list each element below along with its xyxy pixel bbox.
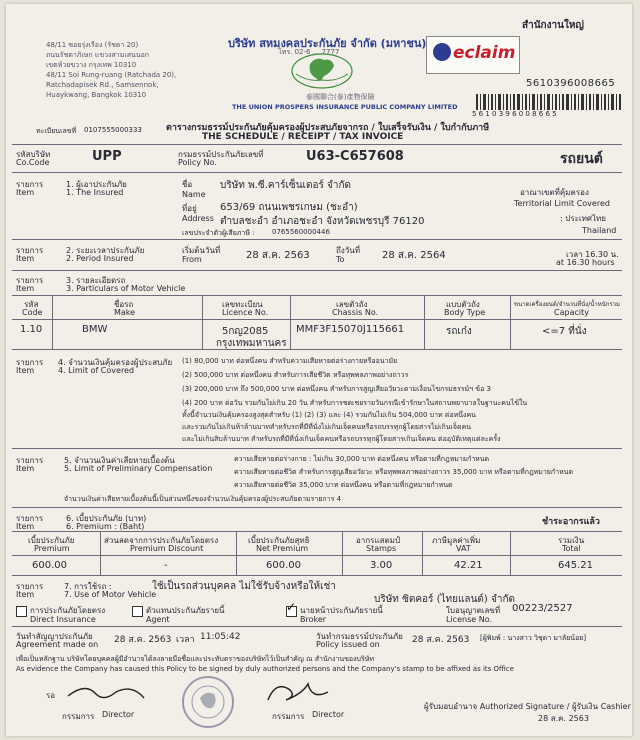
divider <box>12 507 622 508</box>
limit-line: (4) 200 บาท ต่อวัน รวมกันไม่เกิน 20 วัน สำหรับการชดเชยรายวันกรณีเข้ารักษาในสถานพยาบาลในฐานะคนไข้ใน <box>182 399 528 407</box>
address-label-en: Address <box>182 214 214 223</box>
use-value: ใช้เป็นรถส่วนบุคคล ไม่ใช้รับจ้างหรือให้เช่า <box>152 581 336 592</box>
agreement-time-label: เวลา <box>176 635 195 645</box>
barcode-icon <box>476 94 622 110</box>
name-label-en: Name <box>182 190 206 199</box>
insured-heading-th: 1. ผู้เอาประกันภัย <box>66 180 127 189</box>
item-label-en: Item <box>16 590 35 599</box>
prelim-line: ความเสียหายต่อร่างกาย : ไม่เกิน 30,000 บาท ต่อหนึ่งคน หรือตามที่กฎหมายกำหนด <box>234 455 490 463</box>
vehicle-chassis: MMF3F15070J115661 <box>296 324 405 335</box>
col-licence-en: Licence No. <box>222 308 269 317</box>
limit-line: และรวมกันไม่เกินห้าล้านบาทสำหรับรถที่มีที่นั่งไม่เกินเจ็ดคนหรือรถบรรทุกผู้โดยสารไม่เกินเจ็ดคน <box>182 423 472 431</box>
to-label-th: ถึงวันที่ <box>336 246 360 255</box>
policy-document <box>6 4 632 736</box>
item-label-en: Item <box>16 254 35 263</box>
policy-no-value: U63-C657608 <box>306 149 404 164</box>
col-premium-th: เบี้ยประกันภัย <box>28 536 75 545</box>
authorized-signature-label: ผู้รับมอบอำนาจ Authorized Signature / ผู้รับเงิน Cashier <box>424 702 631 711</box>
table-border <box>12 531 622 532</box>
table-border <box>236 531 237 575</box>
col-total-th: รวมเงิน <box>558 536 585 545</box>
divider <box>12 144 622 145</box>
issued-date: 28 ส.ค. 2563 <box>412 635 470 645</box>
item-label-en: Item <box>16 366 35 375</box>
issued-label-en: Policy issued on <box>316 640 380 649</box>
prelim-line: ความเสียหายต่อชีวิต 35,000 บาท ต่อหนึ่งคน หรือตามที่กฎหมายกำหนด <box>234 481 453 489</box>
vehicle-capacity: <=7 ที่นั่ง <box>542 326 587 337</box>
table-border <box>12 349 622 350</box>
discount-value: - <box>164 560 168 571</box>
barcode-number: 5610396008665 <box>526 78 616 89</box>
direct-insurance-label-en: Direct Insurance <box>30 615 96 624</box>
company-name-th: บริษัท สหมงคลประกันภัย จำกัด (มหาชน) <box>228 37 427 50</box>
address-th-line1: 48/11 ซอยรุ่งเรือง (รัชดา 20) <box>46 41 139 49</box>
net-premium-value: 600.00 <box>266 560 301 571</box>
director2-label-th: กรรมการ <box>272 712 305 721</box>
address-th-line3: เขตห้วยขวาง กรุงเทพ 10310 <box>46 61 137 69</box>
policy-no-label-en: Policy No. <box>178 158 217 167</box>
name-label-th: ชื่อ <box>182 180 193 189</box>
prelim-heading-en: 5. Limit of Preliminary Compensation <box>64 464 213 473</box>
col-net-en: Net Premium <box>256 544 309 553</box>
time-en: at 16.30 hours <box>556 258 615 267</box>
total-value: 645.21 <box>558 560 593 571</box>
issuer-name: [ผู้พิมพ์ : นางสาว วิชุดา มาลัยน้อย] <box>480 634 587 642</box>
vehicle-body: รถเก๋ง <box>446 326 472 337</box>
broker-label-th: นายหน้าประกันภัยรายนี้ <box>300 606 383 615</box>
territory-country-th: : ประเทศไทย <box>560 214 606 223</box>
limit-line: (3) 200,000 บาท ถึง 500,000 บาท ต่อหนึ่งคน สำหรับการสูญเสียอวัยวะตามเงื่อนไขกรมธรรม์ฯ ข้อ 3 <box>182 385 491 393</box>
prelim-note: จำนวนเงินค่าเสียหายเบื้องต้นนี้เป็นส่วนหนึ่งของจำนวนเงินคุ้มครองผู้ประสบภัยตามรายการ 4 <box>64 495 342 503</box>
divider <box>12 270 622 271</box>
col-net-th: เบี้ยประกันภัยสุทธิ <box>248 536 310 545</box>
company-name-cn: 泰國聯合(泰)產物保險 <box>306 93 375 101</box>
vat-value: 42.21 <box>454 560 483 571</box>
co-code-label-th: รหัสบริษัท <box>16 150 51 159</box>
company-logo-icon <box>290 52 354 90</box>
address-label-th: ที่อยู่ <box>182 204 197 213</box>
territory-country-en: Thailand <box>582 226 617 235</box>
col-discount-th: ส่วนลดจากการประกันภัยโดยตรง <box>104 536 219 545</box>
table-border <box>12 295 622 296</box>
license-label-th: ใบอนุญาตเลขที่ <box>446 606 501 615</box>
divider <box>12 239 622 240</box>
limit-line: (1) 80,000 บาท ต่อหนึ่งคน สำหรับความเสียหายต่อร่างกายหรืออนามัย <box>182 357 398 365</box>
from-label-en: From <box>182 255 202 264</box>
director2-signature-icon <box>256 674 346 708</box>
insured-address-line2: ตำบลชะอำ อำเภอชะอำ จังหวัดเพชรบุรี 76120 <box>220 216 425 227</box>
table-border <box>100 531 101 575</box>
broker-name: บริษัท ซิตคอร์ (ไทยแลนด์) จำกัด <box>374 594 515 605</box>
period-heading-en: 2. Period Insured <box>66 254 134 263</box>
item-label-th: รายการ <box>16 456 44 465</box>
company-seal-icon <box>182 676 234 728</box>
col-vat-en: VAT <box>456 544 471 553</box>
company-name-en: THE UNION PROSPERS INSURANCE PUBLIC COMPANY LIMITED <box>232 103 458 111</box>
table-border <box>12 319 622 320</box>
address-en-line3: Huaykwang, Bangkok 10310 <box>46 91 147 99</box>
limit-line: และไม่เกินสิบล้านบาท สำหรับรถที่มีที่นั่งเกินเจ็ดคนหรือรถบรรทุกผู้โดยสารเกินเจ็ดคน ต่ออุบัติเหตุแต่ละครั้ง <box>182 435 501 443</box>
limit-heading-en: 4. Limit of Covered <box>58 366 135 375</box>
table-border <box>510 531 511 575</box>
table-border <box>12 575 622 576</box>
signature-date: 28 ส.ค. 2563 <box>538 714 589 723</box>
direct-insurance-label-th: การประกันภัยโดยตรง <box>30 606 106 615</box>
eclaim-text: eclaim <box>453 43 516 63</box>
direct-insurance-checkbox[interactable] <box>16 606 27 617</box>
stamps-value: 3.00 <box>370 560 393 571</box>
evidence-th: เพื่อเป็นหลักฐาน บริษัทโดยบุคคลผู้มีอำนาจได้ลงลายมือชื่อและประทับตราของบริษัทไว้เป็นสำคัญ ณ สำนักงานของบริษัท <box>16 655 374 663</box>
agreement-date: 28 ส.ค. 2563 <box>114 635 172 645</box>
duty-paid-stamp: ชำระอากรแล้ว <box>542 517 600 527</box>
table-border <box>422 531 423 575</box>
policy-no-label-th: กรมธรรม์ประกันภัยเลขที่ <box>178 150 264 159</box>
policy-type: รถยนต์ <box>560 151 603 167</box>
territory-label-th: อาณาเขตที่คุ้มครอง <box>520 188 589 197</box>
col-chassis-th: เลขตัวถัง <box>336 300 368 309</box>
license-number: 00223/2527 <box>512 603 573 614</box>
col-stamps-en: Stamps <box>366 544 397 553</box>
co-code-label-en: Co.Code <box>16 158 50 167</box>
table-border <box>290 295 291 349</box>
premium-heading-th: 6. เบี้ยประกันภัย (บาท) <box>66 514 147 523</box>
use-heading-th: 7. การใช้รถ : <box>64 582 112 591</box>
agreement-label-en: Agreement made on <box>16 640 99 649</box>
to-label-en: To <box>336 255 345 264</box>
agreement-time: 11:05:42 <box>200 632 241 642</box>
item-label-en: Item <box>16 284 35 293</box>
title-en: THE SCHEDULE / RECEIPT / TAX INVOICE <box>202 132 404 142</box>
item-label-en: Item <box>16 464 35 473</box>
divider <box>12 172 622 173</box>
co-code-value: UPP <box>92 149 122 164</box>
col-premium-en: Premium <box>34 544 70 553</box>
table-border <box>342 531 343 575</box>
item-label-th: รายการ <box>16 276 44 285</box>
vehicle-code: 1.10 <box>20 324 43 335</box>
item-label-th: รายการ <box>16 514 44 523</box>
agreement-label-th: วันทำสัญญาประกันภัย <box>16 632 93 641</box>
divider <box>12 626 622 627</box>
premium-heading-en: 6. Premium : (Baht) <box>66 522 145 531</box>
director2-label-en: Director <box>312 710 345 719</box>
address-en-line2: Ratchadapisek Rd., Samsennok, <box>46 81 159 89</box>
col-discount-en: Premium Discount <box>130 544 204 553</box>
col-capacity-th: ขนาดเครื่องยนต์/จำนวนที่นั่ง/น้ำหนักรวม <box>514 301 620 308</box>
insured-address-line1: 653/69 ถนนเพชรเกษม (ชะอำ) <box>220 202 358 213</box>
issued-label-th: วันทำกรมธรรม์ประกันภัย <box>316 632 403 641</box>
agent-label-en: Agent <box>146 615 170 624</box>
insured-name: บริษัท พ.ซี.คาร์เซ็นเตอร์ จำกัด <box>220 180 352 191</box>
col-code-en: Code <box>22 308 43 317</box>
agent-label-th: ตัวแทนประกันภัยรายนี้ <box>146 606 225 615</box>
time-th: เวลา 16.30 น. <box>566 250 619 259</box>
use-heading-en: 7. Use of Motor Vehicle <box>64 590 157 599</box>
address-en-line1: 48/11 Soi Rung-ruang (Ratchada 20), <box>46 71 177 79</box>
item-label-th: รายการ <box>16 246 44 255</box>
to-date: 28 ส.ค. 2564 <box>382 250 446 261</box>
vehicle-make: BMW <box>82 324 108 335</box>
item-label-th: รายการ <box>16 582 44 591</box>
col-stamps-th: อากรแสตมป์ <box>356 536 401 545</box>
taxpayer-id: 0765560000446 <box>272 228 330 236</box>
col-body-th: แบบตัวถัง <box>446 300 480 309</box>
director1-label-th: กรรมการ <box>62 712 95 721</box>
table-border <box>52 295 53 349</box>
limit-line: (2) 500,000 บาท ต่อหนึ่งคน สำหรับการเสียชีวิต หรือทุพพลภาพอย่างถาวร <box>182 371 409 379</box>
company-phone: โทร. 02-6 ... 7777 <box>278 48 340 56</box>
barcode-small-number: 5 6 1 0 3 9 6 0 0 8 6 6 5 <box>472 110 557 118</box>
vehicle-licence-line2: กรุงเทพมหานคร <box>216 338 287 349</box>
vehicle-heading-en: 3. Particulars of Motor Vehicle <box>66 284 186 293</box>
svg-text:รอ: รอ <box>46 691 56 700</box>
col-code-th: รหัส <box>24 300 39 309</box>
col-chassis-en: Chassis No. <box>332 308 379 317</box>
col-vat-th: ภาษีมูลค่าเพิ่ม <box>432 536 481 545</box>
broker-label-en: Broker <box>300 615 327 624</box>
item-label-en: Item <box>16 522 35 531</box>
divider <box>12 448 622 449</box>
period-heading-th: 2. ระยะเวลาประกันภัย <box>66 246 145 255</box>
tax-id-label: ทะเบียนเลขที่ <box>36 127 77 135</box>
tax-id-value: 0107555000333 <box>84 126 142 134</box>
col-capacity-en: Capacity <box>554 308 589 317</box>
table-border <box>202 295 203 349</box>
premium-value: 600.00 <box>32 560 67 571</box>
col-licence-th: เลขทะเบียน <box>222 300 263 309</box>
director1-label-en: Director <box>102 710 135 719</box>
agent-checkbox[interactable] <box>132 606 143 617</box>
table-border <box>424 295 425 349</box>
prelim-line: ความเสียหายต่อชีวิต สำหรับการสูญเสียอวัยวะ หรือทุพพลภาพอย่างถาวร 35,000 บาท หรือตามที่กฎหมายกำหนด <box>234 468 574 476</box>
office-label: สำนักงานใหญ่ <box>522 20 584 31</box>
eclaim-logo <box>426 36 520 74</box>
col-body-en: Body Type <box>444 308 486 317</box>
insured-heading-en: 1. The Insured <box>66 188 124 197</box>
address-th-line2: ถนนรัชดาภิเษก แขวงสามเสนนอก <box>46 51 150 59</box>
col-make-en: Make <box>114 308 136 317</box>
checkmark-icon: ✓ <box>286 600 297 614</box>
license-label-en: License No. <box>446 615 492 624</box>
limit-line: ทั้งนี้จำนวนเงินคุ้มครองสูงสุดสำหรับ (1) (2) (3) และ (4) รวมกันไม่เกิน 504,000 บาท ต่อหนึ่งคน <box>182 411 476 419</box>
eclaim-badge-icon <box>433 43 451 61</box>
from-date: 28 ส.ค. 2563 <box>246 250 310 261</box>
taxpayer-label: เลขประจำตัวผู้เสียภาษี : <box>182 229 255 237</box>
item-label-th: รายการ <box>16 180 44 189</box>
vehicle-heading-th: 3. รายละเอียดรถ <box>66 276 126 285</box>
limit-heading-th: 4. จำนวนเงินคุ้มครองผู้ประสบภัย <box>58 358 173 367</box>
territory-label-en: Territorial Limit Covered <box>514 199 610 208</box>
col-make-th: ชื่อรถ <box>114 300 134 309</box>
vehicle-licence-line1: 5กญ2085 <box>222 326 269 337</box>
evidence-en: As evidence the Company has caused this Policy to be signed by duly authorized persons and the Company's stamp to be affixed as its Office <box>16 665 514 673</box>
director1-signature-icon <box>46 678 146 708</box>
item-label-en: Item <box>16 188 35 197</box>
from-label-th: เริ่มต้นวันที่ <box>182 246 221 255</box>
table-border <box>12 555 622 556</box>
title-th: ตารางกรมธรรม์ประกันภัยคุ้มครองผู้ประสบภัยจากรถ / ใบเสร็จรับเงิน / ใบกำกับภาษี <box>166 123 490 133</box>
col-total-en: Total <box>562 544 581 553</box>
table-border <box>510 295 511 349</box>
item-label-th: รายการ <box>16 358 44 367</box>
prelim-heading-th: 5. จำนวนเงินค่าเสียหายเบื้องต้น <box>64 456 175 465</box>
